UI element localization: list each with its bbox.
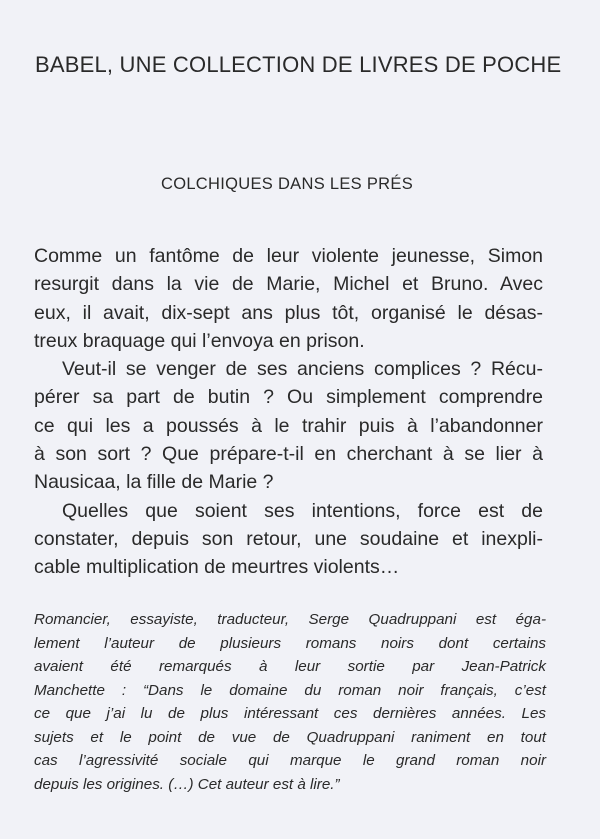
blurb-line: Veut-il se venger de ses anciens complices ? Récu- bbox=[62, 358, 543, 381]
bio-line: cas l’agressivité sociale qui marque le grand roman noir bbox=[34, 752, 546, 769]
blurb-line: Comme un fantôme de leur violente jeunesse, Simon bbox=[34, 245, 543, 267]
bio-line: Romancier, essayiste, traducteur, Serge Quadruppani est éga- bbox=[34, 611, 546, 628]
book-title: COLCHIQUES DANS LES PRÉS bbox=[160, 175, 414, 193]
blurb-line: constater, depuis son retour, une soudaine et inexpli- bbox=[34, 527, 543, 550]
blurb-line: eux, il avait, dix-sept ans plus tôt, organisé le désas- bbox=[34, 301, 543, 324]
blurb-line: pérer sa part de butin ? Ou simplement comprendre bbox=[34, 386, 543, 409]
bio-line: ce que j’ai lu de plus intéressant ces dernières années. Les bbox=[34, 705, 546, 722]
blurb-line: treux braquage qui l’envoya en prison. bbox=[34, 329, 365, 352]
blurb-line: Quelles que soient ses intentions, force est de bbox=[62, 499, 543, 522]
blurb-line: Nausicaa, la fille de Marie ? bbox=[34, 471, 274, 494]
bio-line: sujets et le point de vue de Quadruppani raniment en tout bbox=[34, 728, 546, 746]
blurb-line: ce qui les a poussés à le trahir puis à l’abandonner bbox=[34, 414, 543, 437]
author-bio bbox=[34, 608, 546, 796]
blurb-line: cable multiplication de meurtres violents… bbox=[34, 556, 400, 579]
blurb-paragraph bbox=[34, 355, 543, 496]
blurb-line: à son sort ? Que prépare-t-il en cherchant à se lier à bbox=[34, 443, 543, 466]
bio-line: Manchette : “Dans le domaine du roman noir français, c’est bbox=[34, 681, 546, 699]
bio-line: depuis les origines. (…) Cet auteur est à lire.” bbox=[34, 775, 340, 793]
bio-line: lement l’auteur de plusieurs romans noirs dont certains bbox=[34, 634, 546, 652]
book-blurb bbox=[34, 242, 543, 582]
bio-line: avaient été remarqués à leur sortie par Jean-Patrick bbox=[34, 658, 546, 675]
blurb-paragraph bbox=[34, 497, 543, 582]
blurb-paragraph bbox=[34, 242, 543, 355]
series-heading: BABEL, UNE COLLECTION DE LIVRES DE POCHE bbox=[35, 52, 562, 77]
blurb-line: resurgit dans la vie de Marie, Michel et Bruno. Avec bbox=[34, 273, 543, 296]
